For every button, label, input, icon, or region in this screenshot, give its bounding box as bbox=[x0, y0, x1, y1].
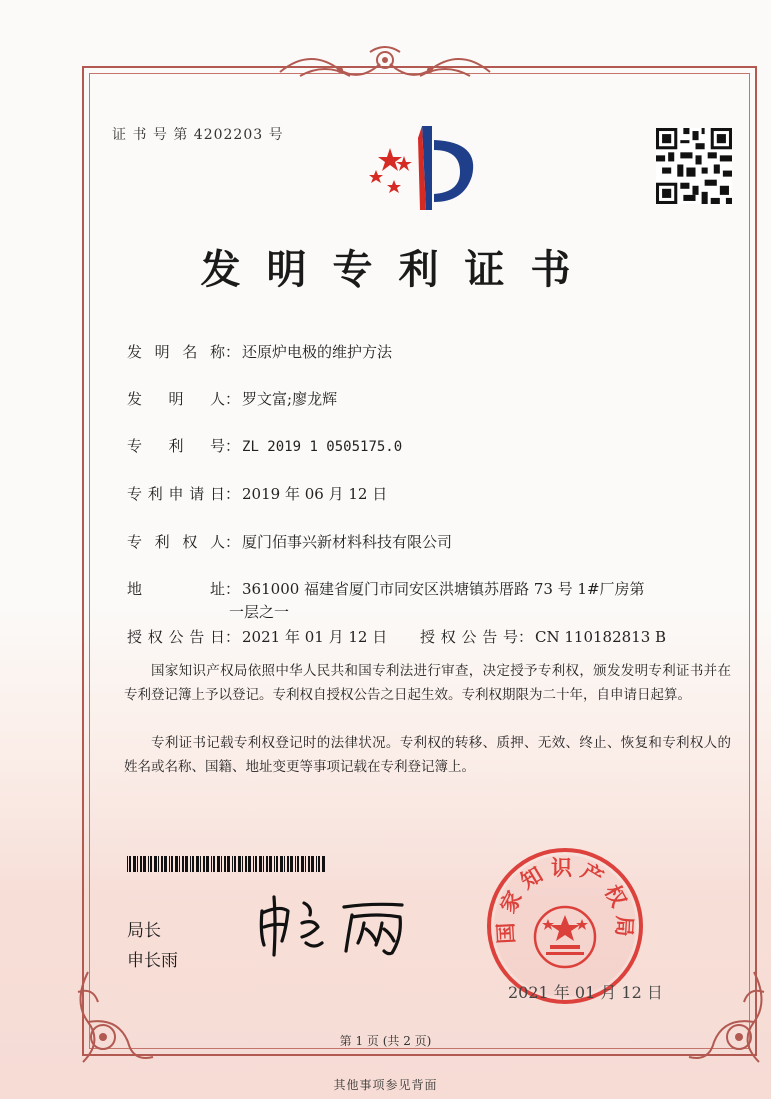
barcode-bar bbox=[221, 856, 222, 872]
body-paragraph-1 bbox=[124, 659, 731, 707]
barcode-bar bbox=[287, 856, 289, 872]
signatory-name: 申长雨 bbox=[127, 951, 178, 971]
barcode-bar bbox=[280, 856, 283, 872]
field-application-date: 专利申请日： 2019 年 06 月 12 日 bbox=[127, 485, 388, 503]
barcode-bar bbox=[253, 856, 254, 872]
barcode-bar bbox=[175, 856, 178, 872]
barcode-bar bbox=[234, 856, 236, 872]
field-value: ZL 2019 1 0505175.0 bbox=[242, 439, 403, 455]
barcode-bar bbox=[248, 856, 251, 872]
barcode-bar bbox=[206, 856, 209, 872]
barcode-bar bbox=[154, 856, 157, 872]
barcode-bar bbox=[322, 856, 325, 872]
bottom-right-ornament-icon bbox=[684, 962, 771, 1072]
barcode-bar bbox=[290, 856, 293, 872]
barcode-bar bbox=[308, 856, 310, 872]
field-grant-number: 授权公告号： CN 110182813 B bbox=[420, 628, 667, 646]
barcode-bar bbox=[266, 856, 268, 872]
field-label: 专利申请日 bbox=[127, 485, 225, 503]
barcode-bar bbox=[203, 856, 205, 872]
barcode-bar bbox=[171, 856, 173, 872]
barcode-bar bbox=[133, 856, 136, 872]
field-value: 2021 年 01 月 12 日 bbox=[242, 628, 388, 646]
barcode-bar bbox=[255, 856, 257, 872]
barcode-bar bbox=[200, 856, 201, 872]
field-label: 地址 bbox=[127, 580, 225, 598]
barcode-bar bbox=[161, 856, 163, 872]
barcode-bar bbox=[227, 856, 230, 872]
barcode-icon bbox=[127, 856, 327, 872]
barcode-bar bbox=[295, 856, 296, 872]
barcode-bar bbox=[150, 856, 152, 872]
field-value: 361000 福建省厦门市同安区洪塘镇苏厝路 73 号 1#厂房第 bbox=[242, 580, 645, 598]
body-paragraph-2 bbox=[124, 731, 731, 779]
seal-date: 2021 年 01 月 12 日 bbox=[508, 983, 663, 1002]
barcode-bar bbox=[217, 856, 220, 872]
barcode-bar bbox=[305, 856, 306, 872]
barcode-bar bbox=[182, 856, 184, 872]
barcode-bar bbox=[224, 856, 226, 872]
cnipa-logo-icon bbox=[360, 118, 484, 214]
barcode-bar bbox=[158, 856, 159, 872]
barcode-bar bbox=[179, 856, 180, 872]
barcode-bar bbox=[274, 856, 275, 872]
field-label: 专利权人 bbox=[127, 533, 225, 551]
field-label: 授权公告号 bbox=[420, 628, 518, 646]
barcode-bar bbox=[263, 856, 264, 872]
field-value: 罗文富;廖龙辉 bbox=[242, 390, 338, 408]
barcode-bar bbox=[301, 856, 304, 872]
paragraph-text: 专利证书记载专利权登记时的法律状况。专利权的转移、质押、无效、终止、恢复和专利权人的姓名或名称、国籍、地址变更等事项记载在专利登记簿上。 bbox=[124, 735, 731, 775]
handwritten-signature-icon bbox=[252, 893, 422, 959]
seal-text: 国家知识产权局 bbox=[493, 855, 637, 945]
barcode-bar bbox=[196, 856, 199, 872]
field-label: 专利号 bbox=[127, 437, 225, 455]
barcode-bar bbox=[242, 856, 243, 872]
field-grant-date: 授权公告日： 2021 年 01 月 12 日 bbox=[127, 628, 388, 646]
field-patent-number: 专利号： ZL 2019 1 0505175.0 bbox=[127, 437, 403, 455]
field-address-line2: 一层之一 bbox=[229, 603, 290, 621]
field-label: 授权公告日 bbox=[127, 628, 225, 646]
barcode-bar bbox=[311, 856, 314, 872]
barcode-bar bbox=[316, 856, 317, 872]
signatory-title: 局长 bbox=[127, 921, 161, 941]
field-value: 厦门佰事兴新材料科技有限公司 bbox=[242, 533, 453, 551]
page-number: 第 1 页 (共 2 页) bbox=[339, 1034, 432, 1048]
paragraph-text: 国家知识产权局依照中华人民共和国专利法进行审查，决定授予专利权，颁发发明专利证书并在专利登记簿上予以登记。专利权自授权公告之日起生效。专利权期限为二十年，自申请日起算。 bbox=[124, 663, 731, 703]
barcode-bar bbox=[127, 856, 128, 872]
qr-code-icon bbox=[656, 128, 732, 204]
footer-note: 其他事项参见背面 bbox=[333, 1078, 438, 1092]
barcode-bar bbox=[232, 856, 233, 872]
barcode-bar bbox=[192, 856, 194, 872]
barcode-bar bbox=[169, 856, 170, 872]
certificate-number: 证 书 号 第 4202203 号 bbox=[112, 127, 284, 143]
field-patentee: 专利权人： 厦门佰事兴新材料科技有限公司 bbox=[127, 533, 453, 551]
barcode-bar bbox=[140, 856, 142, 872]
barcode-bar bbox=[164, 856, 167, 872]
barcode-bar bbox=[276, 856, 278, 872]
field-inventors: 发明人： 罗文富;廖龙辉 bbox=[127, 390, 338, 408]
field-address: 地址： 361000 福建省厦门市同安区洪塘镇苏厝路 73 号 1#厂房第 bbox=[127, 580, 645, 598]
barcode-bar bbox=[238, 856, 241, 872]
barcode-bar bbox=[143, 856, 146, 872]
top-ornament-icon bbox=[270, 42, 500, 86]
field-label: 发明人 bbox=[127, 390, 225, 408]
barcode-bar bbox=[211, 856, 212, 872]
certificate-title: 发明专利证书 bbox=[200, 247, 597, 293]
barcode-bar bbox=[129, 856, 131, 872]
barcode-bar bbox=[185, 856, 188, 872]
barcode-bar bbox=[137, 856, 138, 872]
barcode-bar bbox=[269, 856, 272, 872]
barcode-bar bbox=[318, 856, 320, 872]
bottom-left-ornament-icon bbox=[68, 962, 158, 1072]
field-label: 发明名称 bbox=[127, 343, 225, 361]
barcode-bar bbox=[190, 856, 191, 872]
barcode-bar bbox=[284, 856, 285, 872]
field-value: CN 110182813 B bbox=[535, 628, 667, 646]
barcode-bar bbox=[259, 856, 262, 872]
field-value: 2019 年 06 月 12 日 bbox=[242, 485, 388, 503]
barcode-bar bbox=[297, 856, 299, 872]
barcode-bar bbox=[148, 856, 149, 872]
field-value: 还原炉电极的维护方法 bbox=[242, 343, 393, 361]
barcode-bar bbox=[245, 856, 247, 872]
field-invention-name: 发明名称： 还原炉电极的维护方法 bbox=[127, 343, 393, 361]
barcode-bar bbox=[213, 856, 215, 872]
